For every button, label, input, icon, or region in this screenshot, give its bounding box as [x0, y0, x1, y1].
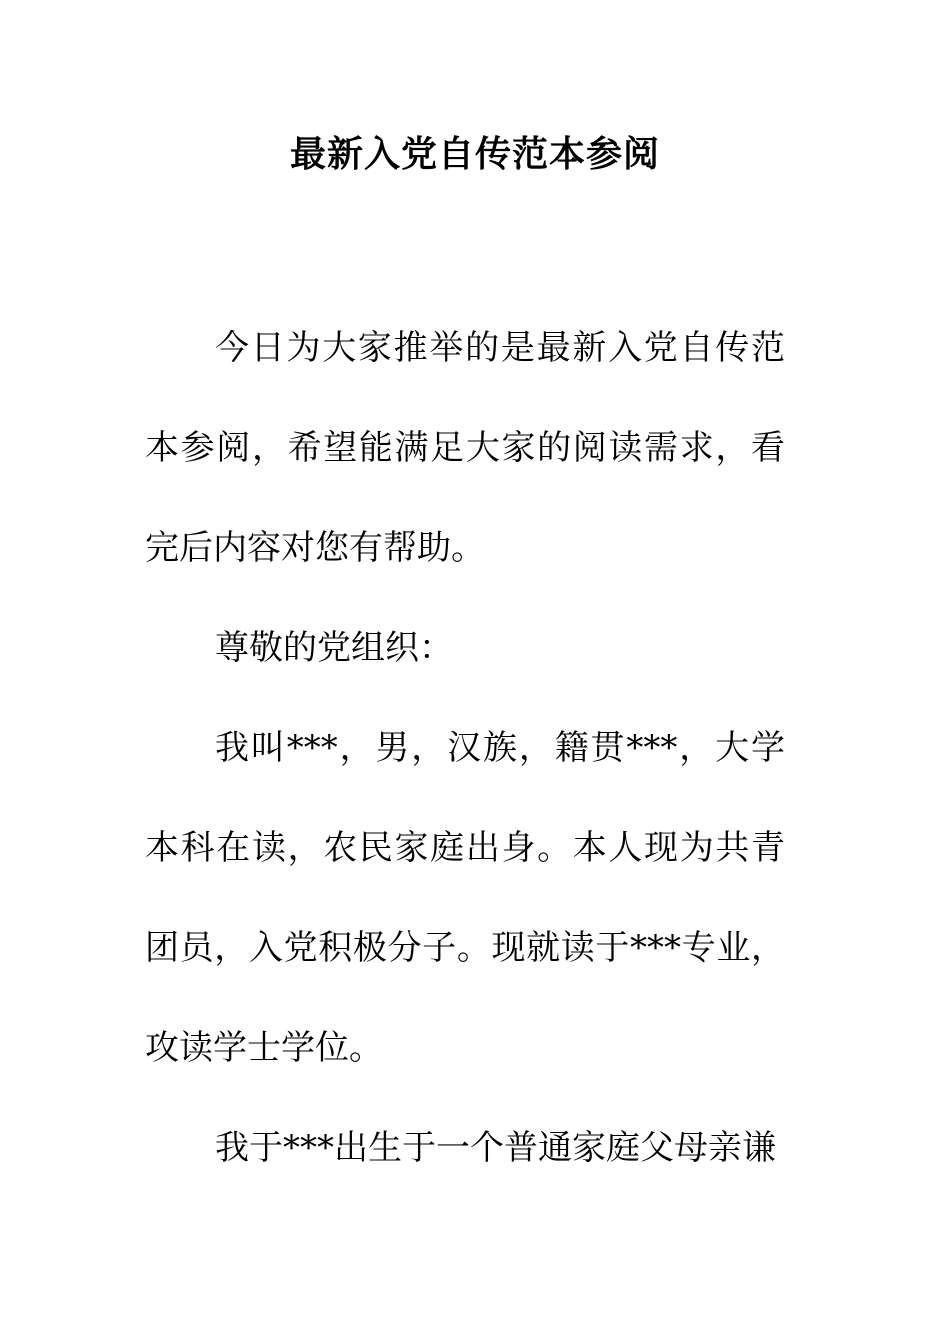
- paragraph-salutation: 尊敬的党组织：: [215, 628, 453, 668]
- document-title: 最新入党自传范本参阅: [289, 133, 660, 175]
- paragraph-personal-info: 我叫***，男，汉族，籍贯***，大学本科在读，农民家庭出身。本人现为共青团员，入党积极分子。现就读于***专业，攻读学士学位。: [145, 728, 785, 1068]
- paragraph-background: 我于***出生于一个普通家庭父母亲谦: [215, 1128, 776, 1168]
- paragraph-intro: 今日为大家推举的是最新入党自传范本参阅，希望能满足大家的阅读需求，看完后内容对您有帮助。: [145, 328, 785, 568]
- document-body: [145, 298, 785, 1198]
